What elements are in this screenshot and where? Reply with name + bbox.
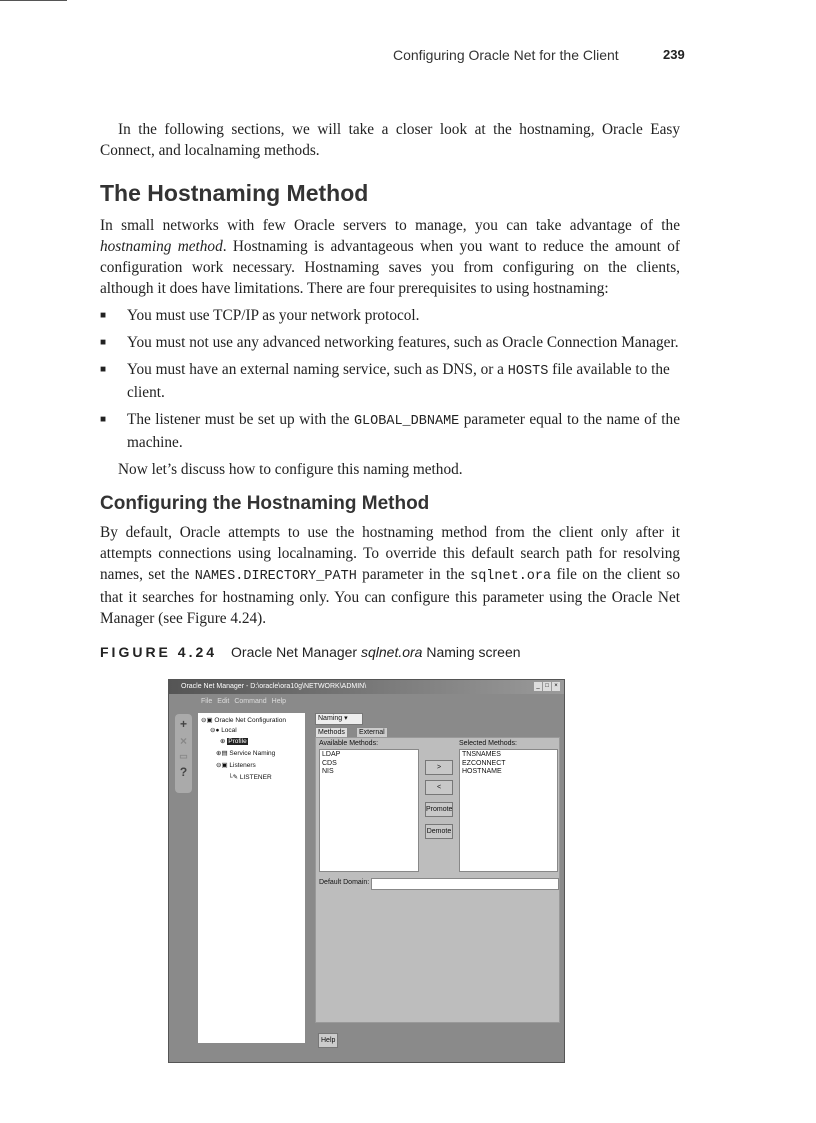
bullet-item: ■ You must have an external naming service, such as DNS, or a HOSTS file available to the client. [100,361,670,401]
help-icon[interactable]: ? [179,765,188,779]
bullet-item: ■ You must use TCP/IP as your network protocol. [100,305,680,326]
text: The listener must be set up with the [127,411,354,428]
text: By default, Oracle attempts to use the hostnaming method from the client only after it attempts connections using localnaming. To override this default search path for resolving names, set the [100,524,680,583]
text: Naming screen [422,644,521,660]
tree-node-profile[interactable]: ⊕ Profile [220,738,247,745]
tree-node-listeners[interactable]: ⊖▣ Listeners [216,762,256,769]
code: NAMES.DIRECTORY_PATH [194,569,357,584]
add-method-button[interactable]: > [425,760,453,775]
text: parameter equal to the name of the machine. [127,411,680,451]
text: You must have an external naming service, such as DNS, or a [127,361,508,378]
bullet-item: ■ The listener must be set up with the GLOBAL_DBNAME parameter equal to the name of the machine. [100,411,680,451]
category-dropdown[interactable]: Naming ▾ [315,713,363,725]
list-item[interactable]: TNSNAMES [462,751,501,758]
available-methods-label: Available Methods: [319,740,379,747]
menu-bar [201,698,286,705]
intro-paragraph: In the following sections, we will take a closer look at the hostnaming, Oracle Easy Connect, and localnaming methods. [100,121,680,159]
figure-caption [100,643,680,661]
remove-method-button[interactable]: < [425,780,453,795]
list-item[interactable]: HOSTNAME [462,768,502,775]
menu-edit[interactable]: Edit [217,698,230,705]
tree-node-service-naming[interactable]: ⊕▤ Service Naming [216,750,276,757]
maximize-icon[interactable]: □ [543,682,551,691]
emphasis: hostnaming method [100,238,223,255]
code: GLOBAL_DBNAME [353,414,460,429]
tree-node-listener[interactable]: └✎ LISTENER [228,774,272,781]
tab-methods[interactable]: Methods [315,727,348,738]
selected-methods-label: Selected Methods: [459,740,517,747]
selected-methods-list[interactable] [459,749,558,872]
menu-command[interactable]: Command [234,698,267,705]
tree-node-oracle-net-configuration[interactable]: ⊖▣ Oracle Net Configuration [201,717,286,724]
oracle-net-manager-window [168,679,565,1063]
page-body [100,119,680,1063]
default-domain-input[interactable] [371,878,559,890]
add-icon[interactable]: + [179,717,187,731]
list-item[interactable]: LDAP [322,751,341,758]
minimize-icon[interactable]: _ [534,682,542,691]
text: file available to the client. [127,361,670,401]
properties-pane [312,713,558,1043]
list-item[interactable]: NIS [322,768,334,775]
default-domain-label: Default Domain: [319,879,370,886]
running-header: Configuring Oracle Net for the Client [393,47,619,63]
figure-label: FIGURE 4.24 [100,644,218,660]
page-number: 239 [663,47,685,62]
corner-rule [0,0,67,1]
tree-node-local[interactable]: ⊖● Local [210,727,237,734]
window-title: Oracle Net Manager - D:\oracle\ora10g\NETWORK\ADMIN\ [181,683,367,690]
tab-external[interactable]: External [356,727,388,738]
help-button[interactable]: Help [318,1033,338,1048]
available-methods-list[interactable] [319,749,419,872]
text: In small networks with few Oracle servers to manage, you can take advantage of the [100,217,680,234]
promote-button[interactable]: Promote [425,802,453,817]
section-heading: The Hostnaming Method [100,180,369,206]
hostnaming-paragraph [100,215,680,299]
text: parameter in the [356,566,471,583]
edit-icon[interactable]: ▭ [179,751,188,761]
menu-file[interactable]: File [201,698,213,705]
delete-icon[interactable]: × [179,734,187,748]
list-item[interactable]: CDS [322,759,337,767]
subsection-heading: Configuring the Hostnaming Method [100,493,430,514]
title-bar [169,680,564,694]
text: Oracle Net Manager [231,644,361,660]
methods-panel [315,737,560,1023]
bullet-item: ■ You must not use any advanced networking features, such as Oracle Connection Manager. [100,334,679,351]
list-item[interactable]: EZCONNECT [462,759,506,767]
close-icon[interactable]: × [552,682,560,691]
code: HOSTS [507,364,549,379]
text: file on the client so that it searches for hostnaming only. You can configure this parameter using the Oracle Net Manager (see Figure 4.24). [100,566,681,627]
side-toolbar [175,714,192,793]
bullet-text: You must not use any advanced networking features, such as Oracle Connection Manager. [127,334,679,351]
config-paragraph [100,522,680,629]
closing-paragraph: Now let’s discuss how to configure this naming method. [118,461,463,478]
demote-button[interactable]: Demote [425,824,453,839]
menu-help[interactable]: Help [271,698,287,705]
navigation-tree [198,713,305,1043]
code: sqlnet.ora [470,569,552,584]
bullet-text: You must use TCP/IP as your network protocol. [127,307,420,324]
emphasis: sqlnet.ora [360,644,423,660]
text: . Hostnaming is advantageous when you want to reduce the amount of configuration work necessary. Hostnaming saves you from configuring on the clients, although it does have limitations. There are four prerequisites to using hostnaming: [100,238,680,297]
